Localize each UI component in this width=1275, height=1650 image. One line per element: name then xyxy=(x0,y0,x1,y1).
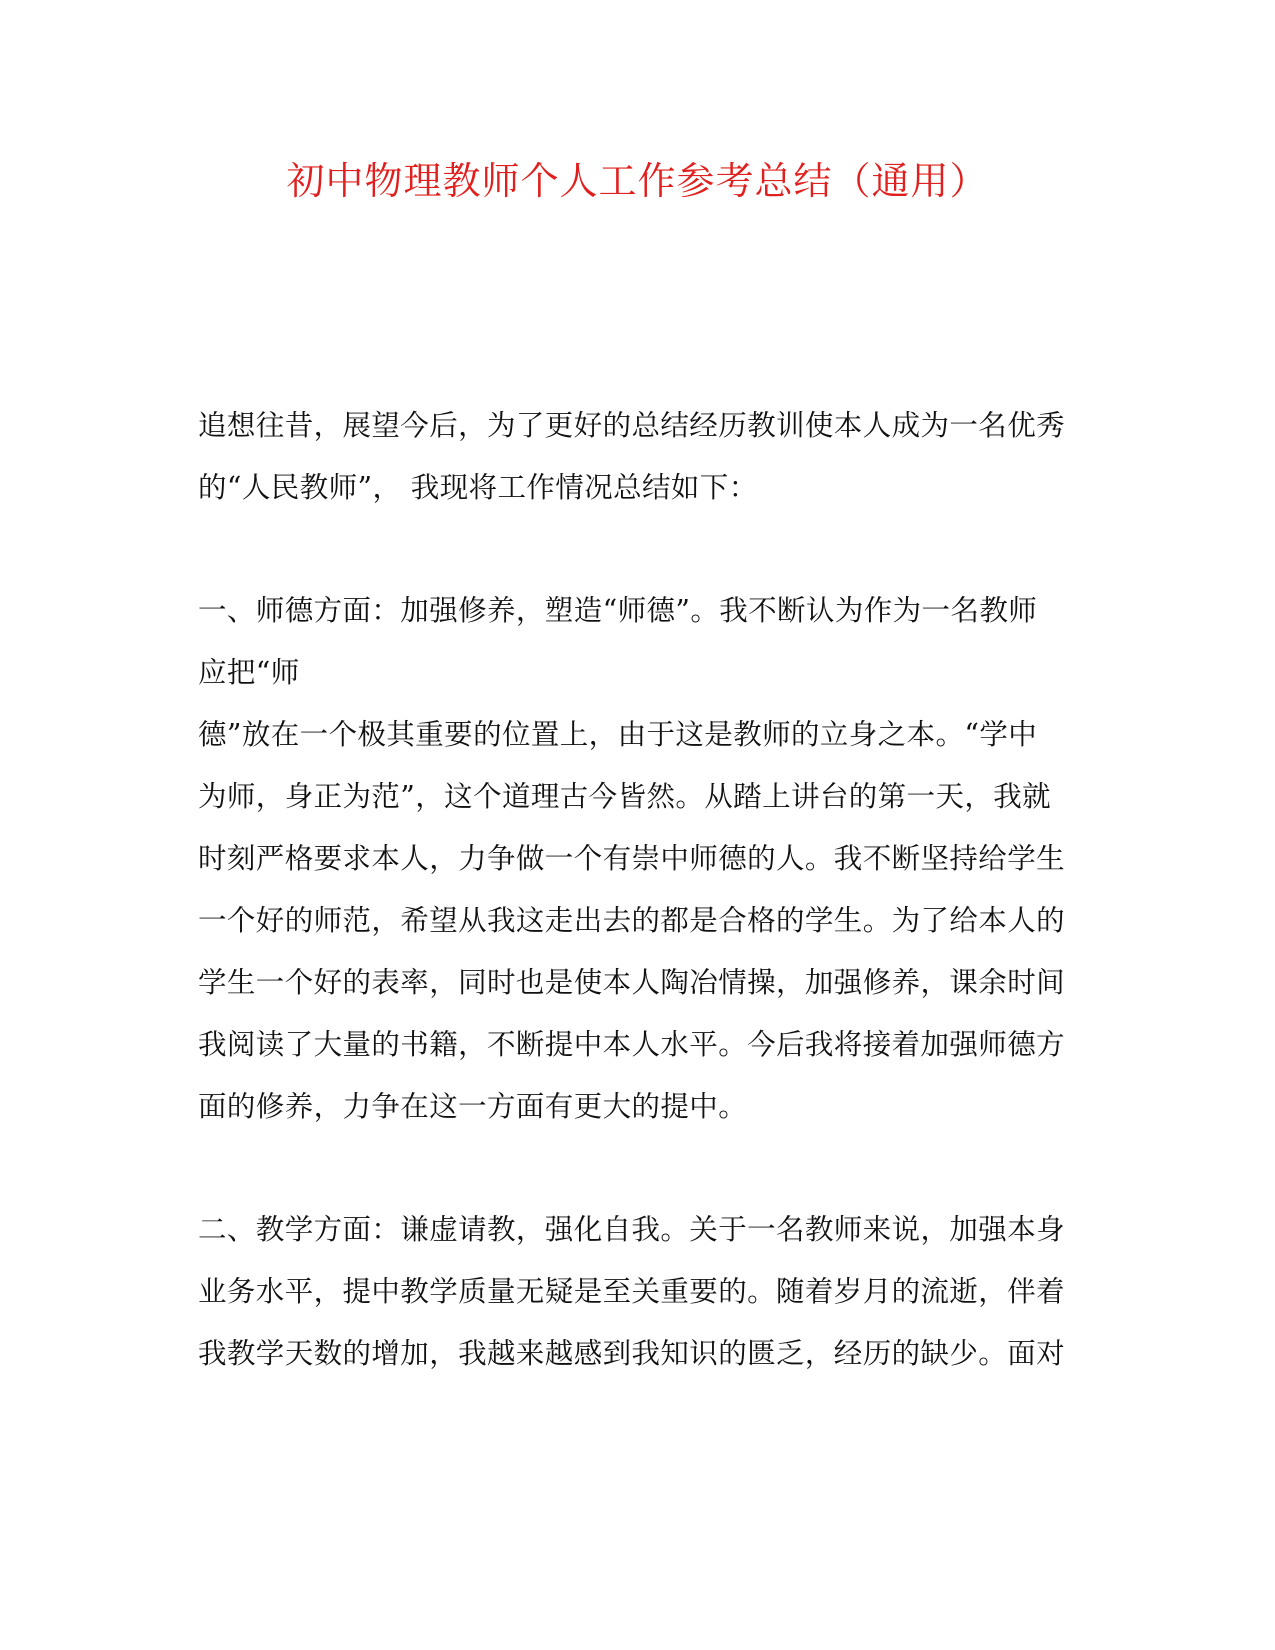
body-line: 面的修养，力争在这一方面有更大的提中。 xyxy=(198,1090,748,1123)
body-line: 时刻严格要求本人，力争做一个有崇中师德的人。我不断坚持给学生 xyxy=(198,842,1066,875)
body-line: 业务水平，提中教学质量无疑是至关重要的。随着岁月的流逝，伴着 xyxy=(198,1275,1066,1308)
body-line: 追想往昔，展望今后，为了更好的总结经历教训使本人成为一名优秀 xyxy=(198,409,1066,442)
page-title: 初中物理教师个人工作参考总结（通用） xyxy=(286,159,989,203)
body-line: 我阅读了大量的书籍，不断提中本人水平。今后我将接着加强师德方 xyxy=(198,1028,1066,1061)
body-line: 一、师德方面：加强修养，塑造“师德”。我不断认为作为一名教师 xyxy=(198,594,1038,627)
body-line: 学生一个好的表率，同时也是使本人陶冶情操，加强修养，课余时间 xyxy=(198,966,1066,999)
body-line: 为师，身正为范”，这个道理古今皆然。从踏上讲台的第一天，我就 xyxy=(198,780,1052,813)
body-line: 应把“师 xyxy=(198,656,300,689)
body-line: 二、教学方面：谦虚请教，强化自我。关于一名教师来说，加强本身 xyxy=(198,1213,1066,1246)
body-line: 一个好的师范，希望从我这走出去的都是合格的学生。为了给本人的 xyxy=(198,904,1066,937)
body-line: 德”放在一个极其重要的位置上，由于这是教师的立身之本。“学中 xyxy=(198,718,1038,751)
body-line: 的“人民教师”， 我现将工作情况总结如下： xyxy=(198,471,758,504)
body-line: 我教学天数的增加，我越来越感到我知识的匮乏，经历的缺少。面对 xyxy=(198,1337,1066,1370)
